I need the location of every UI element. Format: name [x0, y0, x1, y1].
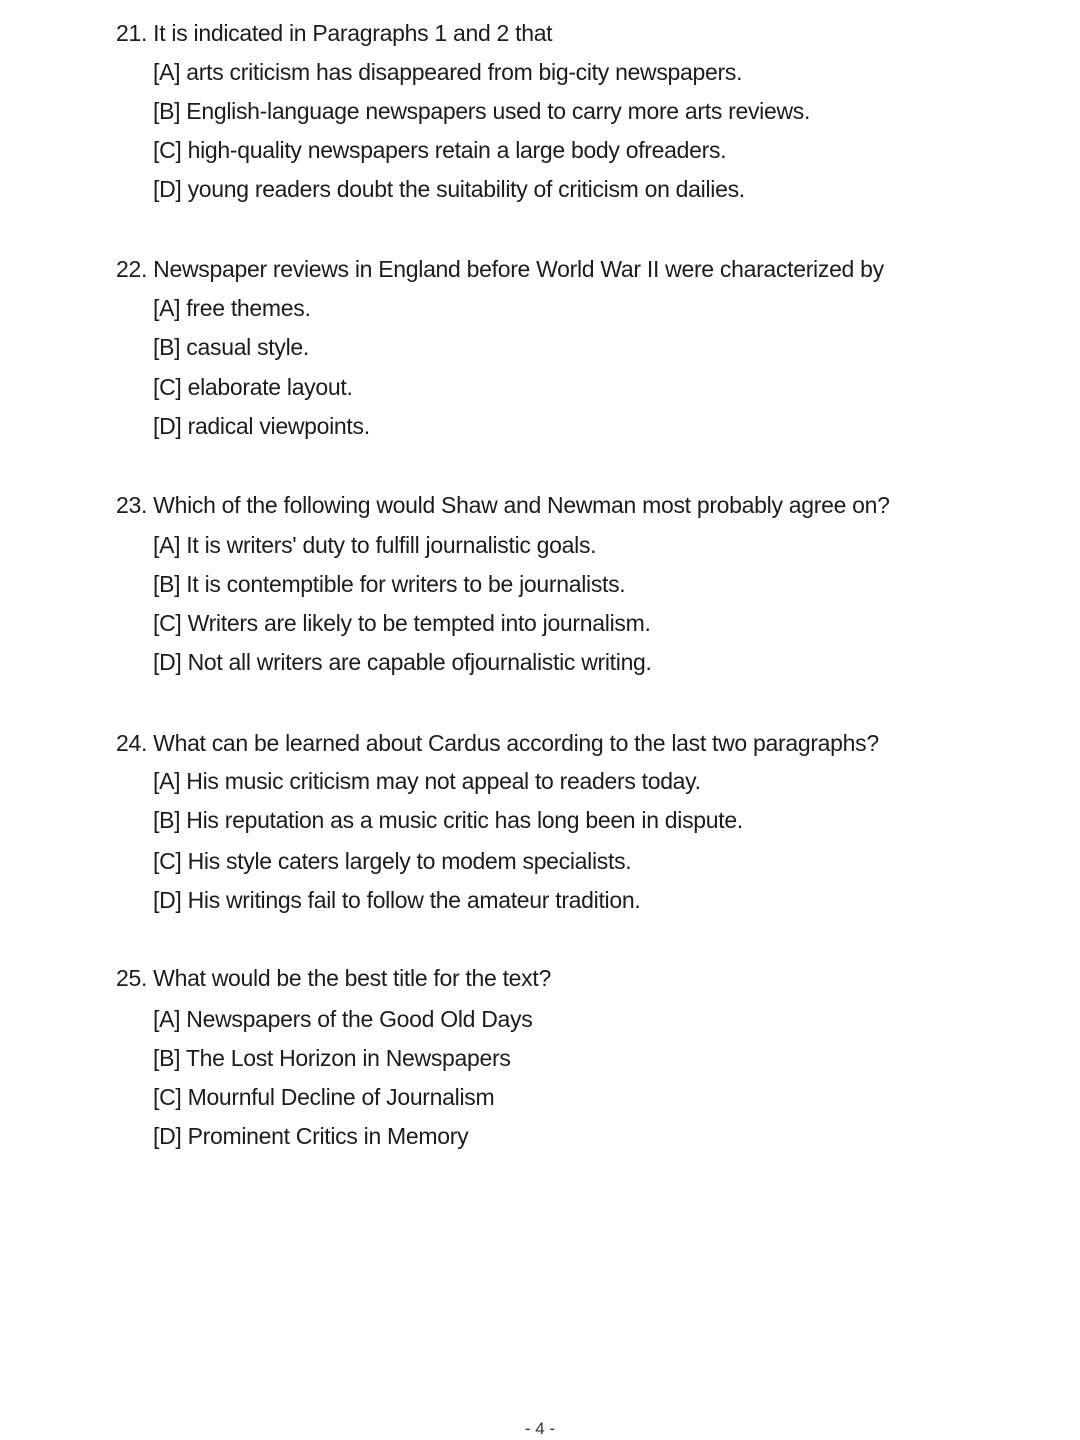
option-a: [A] free themes.	[153, 295, 311, 321]
option-b: [B] It is contemptible for writers to be journalists.	[153, 571, 626, 597]
option-d: [D] Not all writers are capable ofjournalistic writing.	[153, 649, 652, 675]
option-c: [C] high-quality newspapers retain a large body ofreaders.	[153, 137, 727, 163]
option-c: [C] elaborate layout.	[153, 374, 353, 400]
option-b: [B] His reputation as a music critic has long been in dispute.	[153, 807, 743, 833]
option-a: [A] arts criticism has disappeared from big-city newspapers.	[153, 59, 743, 85]
question-stem: 25. What would be the best title for the text?	[116, 965, 551, 991]
option-b: [B] English-language newspapers used to carry more arts reviews.	[153, 98, 811, 124]
option-a: [A] It is writers' duty to fulfill journalistic goals.	[153, 532, 597, 558]
option-c: [C] Mournful Decline of Journalism	[153, 1084, 495, 1110]
option-b: [B] The Lost Horizon in Newspapers	[153, 1045, 511, 1071]
option-a: [A] His music criticism may not appeal to readers today.	[153, 768, 701, 794]
page-number: - 4 -	[524, 1419, 556, 1438]
question-stem: 23. Which of the following would Shaw and Newman most probably agree on?	[116, 492, 890, 518]
option-c: [C] Writers are likely to be tempted into journalism.	[153, 610, 651, 636]
option-b: [B] casual style.	[153, 334, 309, 360]
option-d: [D] His writings fail to follow the amateur tradition.	[153, 887, 641, 913]
question-stem: 21. It is indicated in Paragraphs 1 and 2 that	[116, 20, 553, 46]
option-d: [D] Prominent Critics in Memory	[153, 1123, 469, 1149]
option-c: [C] His style caters largely to modem specialists.	[153, 848, 632, 874]
option-d: [D] radical viewpoints.	[153, 413, 370, 439]
question-stem: 22. Newspaper reviews in England before World War II were characterized by	[116, 256, 884, 282]
question-stem: 24. What can be learned about Cardus according to the last two paragraphs?	[116, 730, 879, 756]
option-a: [A] Newspapers of the Good Old Days	[153, 1006, 533, 1032]
option-d: [D] young readers doubt the suitability of criticism on dailies.	[153, 176, 745, 202]
